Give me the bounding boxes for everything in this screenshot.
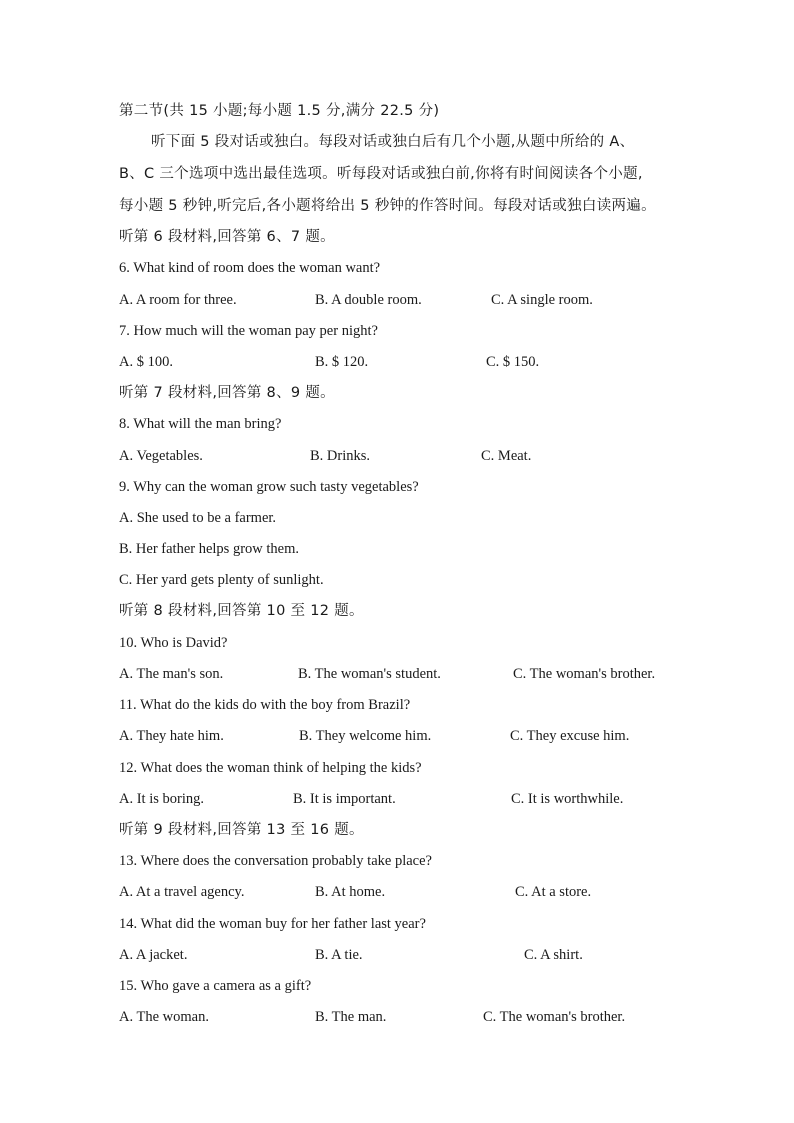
option-c[interactable]: C. A single room.	[491, 292, 593, 308]
option-a[interactable]: A. Vegetables.	[119, 448, 203, 464]
group-heading: 听第 9 段材料,回答第 13 至 16 题。	[119, 822, 364, 838]
option-c[interactable]: C. The woman's brother.	[483, 1009, 626, 1025]
question-text: 11. What do the kids do with the boy from Brazil?	[119, 697, 411, 713]
option-a[interactable]: A. They hate him.	[119, 728, 224, 744]
instruction-line: 听下面 5 段对话或独白。每段对话或独白后有几个小题,从题中所给的 A、	[151, 134, 635, 150]
option-b[interactable]: B. The man.	[315, 1009, 387, 1025]
option-a[interactable]: A. At a travel agency.	[119, 884, 245, 900]
option-a[interactable]: A. A room for three.	[119, 292, 237, 308]
instruction-line: B、C 三个选项中选出最佳选项。听每段对话或独白前,你将有时间阅读各个小题,	[119, 166, 643, 182]
question-text: 13. Where does the conversation probably take place?	[119, 853, 432, 869]
option-a[interactable]: A. The man's son.	[119, 666, 224, 682]
option-b[interactable]: B. $ 120.	[315, 354, 369, 370]
question-text: 6. What kind of room does the woman want?	[119, 260, 381, 276]
option-b[interactable]: B. The woman's student.	[298, 666, 441, 682]
question-text: 12. What does the woman think of helping the kids?	[119, 760, 422, 776]
option-c[interactable]: C. At a store.	[515, 884, 592, 900]
option-b[interactable]: B. At home.	[315, 884, 386, 900]
option-a[interactable]: A. It is boring.	[119, 791, 204, 807]
option-c[interactable]: C. A shirt.	[524, 947, 583, 963]
option-a[interactable]: A. A jacket.	[119, 947, 188, 963]
group-heading: 听第 6 段材料,回答第 6、7 题。	[119, 229, 335, 245]
option-b[interactable]: B. Her father helps grow them.	[119, 541, 299, 557]
option-c[interactable]: C. Meat.	[481, 448, 532, 464]
option-b[interactable]: B. A double room.	[315, 292, 422, 308]
option-a[interactable]: A. $ 100.	[119, 354, 173, 370]
option-b[interactable]: B. It is important.	[293, 791, 396, 807]
option-a[interactable]: A. The woman.	[119, 1009, 209, 1025]
option-c[interactable]: C. Her yard gets plenty of sunlight.	[119, 572, 324, 588]
option-c[interactable]: C. $ 150.	[486, 354, 540, 370]
option-c[interactable]: C. They excuse him.	[510, 728, 630, 744]
option-c[interactable]: C. The woman's brother.	[513, 666, 656, 682]
group-heading: 听第 7 段材料,回答第 8、9 题。	[119, 385, 335, 401]
option-b[interactable]: B. Drinks.	[310, 448, 371, 464]
question-text: 7. How much will the woman pay per night?	[119, 323, 378, 339]
section-title: 第二节(共 15 小题;每小题 1.5 分,满分 22.5 分)	[119, 103, 440, 119]
option-b[interactable]: B. They welcome him.	[299, 728, 432, 744]
option-b[interactable]: B. A tie.	[315, 947, 363, 963]
question-text: 8. What will the man bring?	[119, 416, 282, 432]
question-text: 9. Why can the woman grow such tasty vegetables?	[119, 479, 419, 495]
group-heading: 听第 8 段材料,回答第 10 至 12 题。	[119, 603, 364, 619]
option-c[interactable]: C. It is worthwhile.	[511, 791, 624, 807]
question-text: 10. Who is David?	[119, 635, 228, 651]
question-text: 15. Who gave a camera as a gift?	[119, 978, 312, 994]
instruction-line: 每小题 5 秒钟,听完后,各小题将给出 5 秒钟的作答时间。每段对话或独白读两遍。	[119, 198, 656, 214]
option-a[interactable]: A. She used to be a farmer.	[119, 510, 277, 526]
question-text: 14. What did the woman buy for her father last year?	[119, 916, 426, 932]
